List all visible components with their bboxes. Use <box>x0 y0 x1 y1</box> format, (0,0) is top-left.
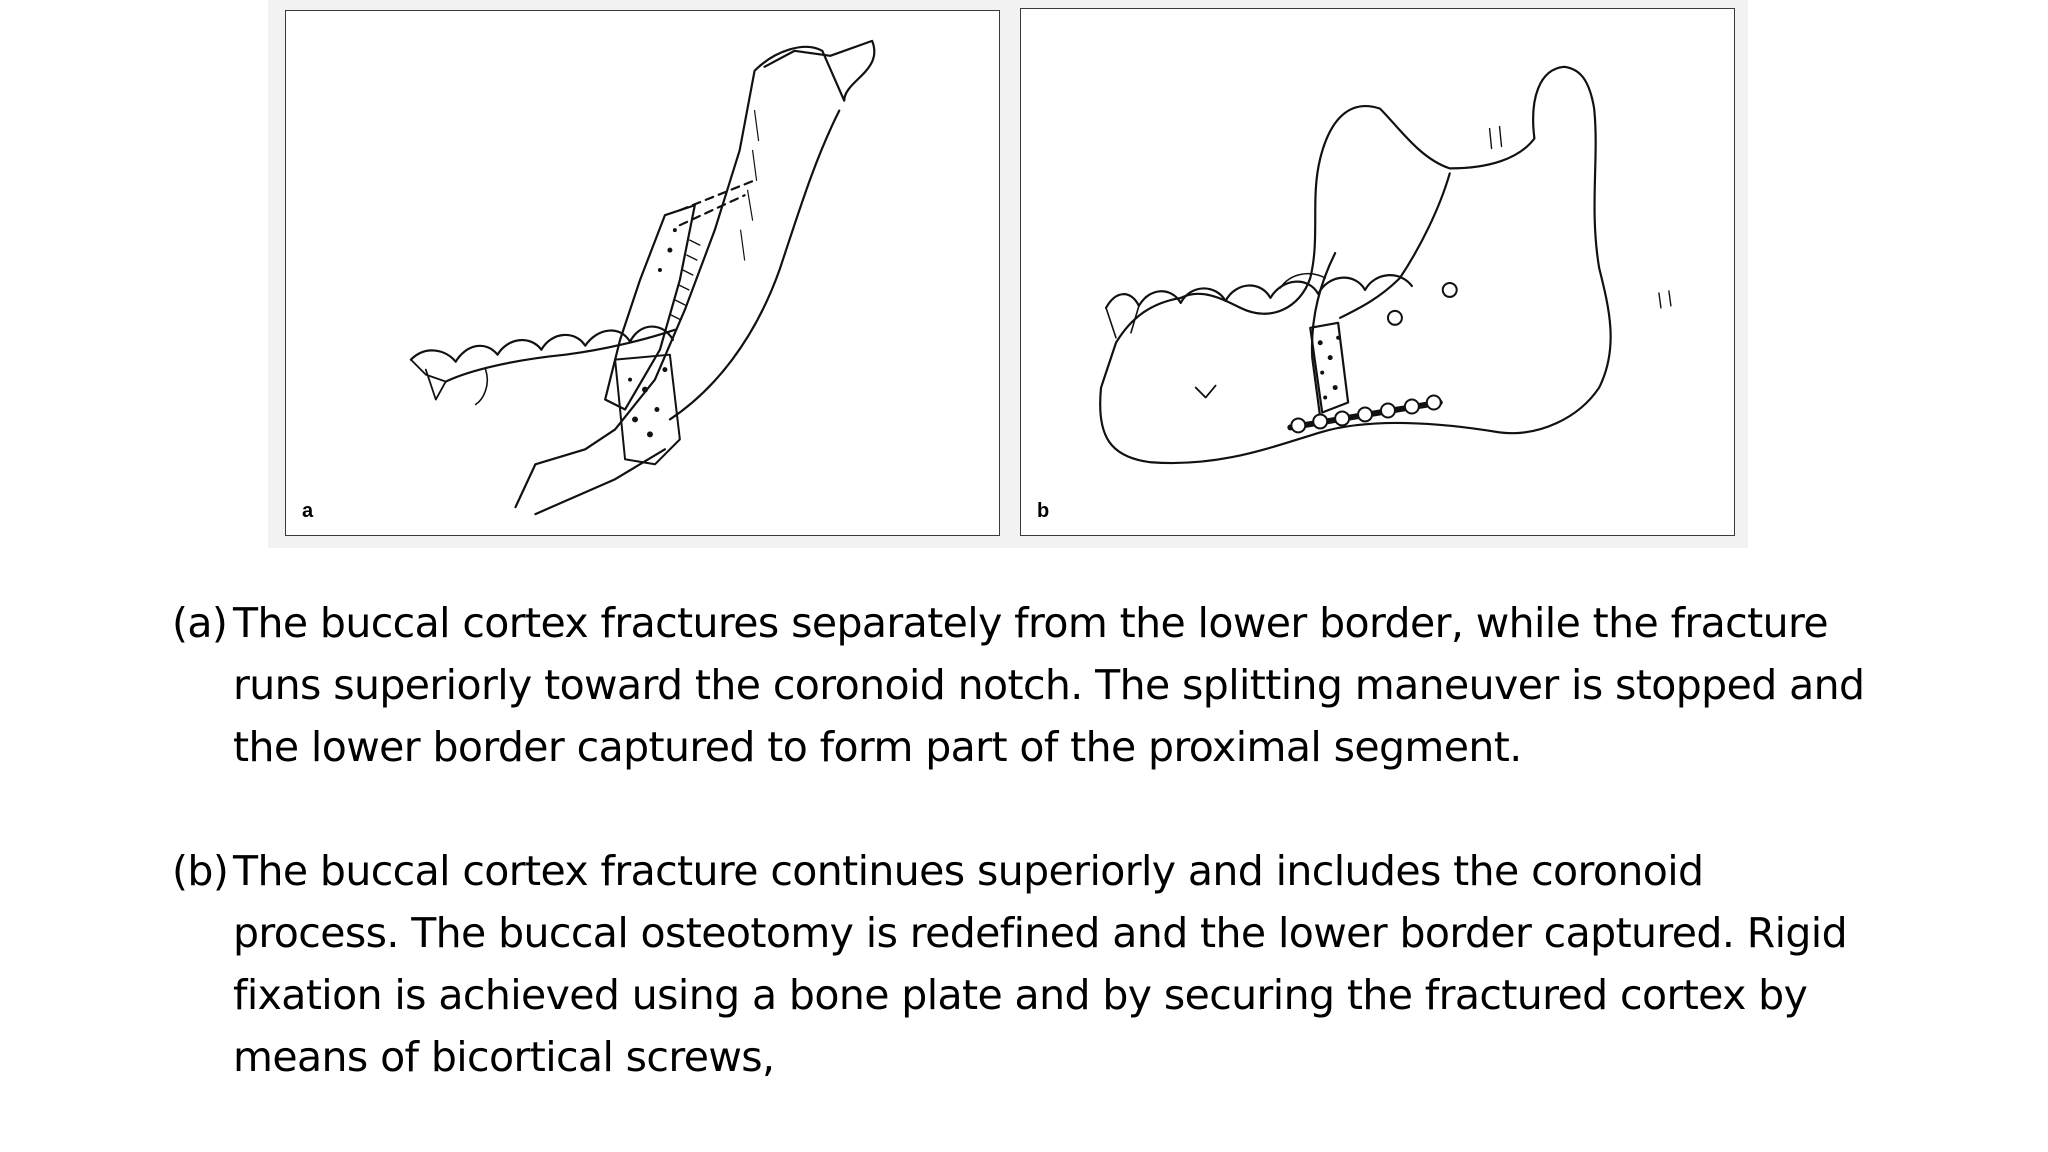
figure <box>268 0 1748 548</box>
captions <box>172 592 1972 1088</box>
panel-label-b: b <box>1037 500 1050 522</box>
mandible-fracture-drawing-a <box>286 11 999 535</box>
caption-b-line: The buccal cortex fracture continues superiorly and includes the coronoid <box>233 847 1704 895</box>
mandible-fracture-drawing-b <box>1021 9 1734 535</box>
caption-b-line: process. The buccal osteotomy is redefined and the lower border captured. Rigid <box>233 909 1848 957</box>
caption-a-line: The buccal cortex fractures separately from the lower border, while the fracture <box>233 599 1828 647</box>
panel-b-illustration <box>1020 8 1735 536</box>
caption-b <box>172 840 1972 1088</box>
panel-label-a: a <box>302 500 314 522</box>
caption-a-line: the lower border captured to form part of the proximal segment. <box>233 723 1522 771</box>
caption-b-line: fixation is achieved using a bone plate and by securing the fractured cortex by <box>233 971 1808 1019</box>
caption-b-label: (b) <box>172 847 229 895</box>
caption-a-label: (a) <box>172 599 228 647</box>
caption-b-line: means of bicortical screws, <box>233 1033 775 1081</box>
caption-a <box>172 592 1972 778</box>
caption-a-line: runs superiorly toward the coronoid notch. The splitting maneuver is stopped and <box>233 661 1865 709</box>
panel-a-illustration <box>285 10 1000 536</box>
